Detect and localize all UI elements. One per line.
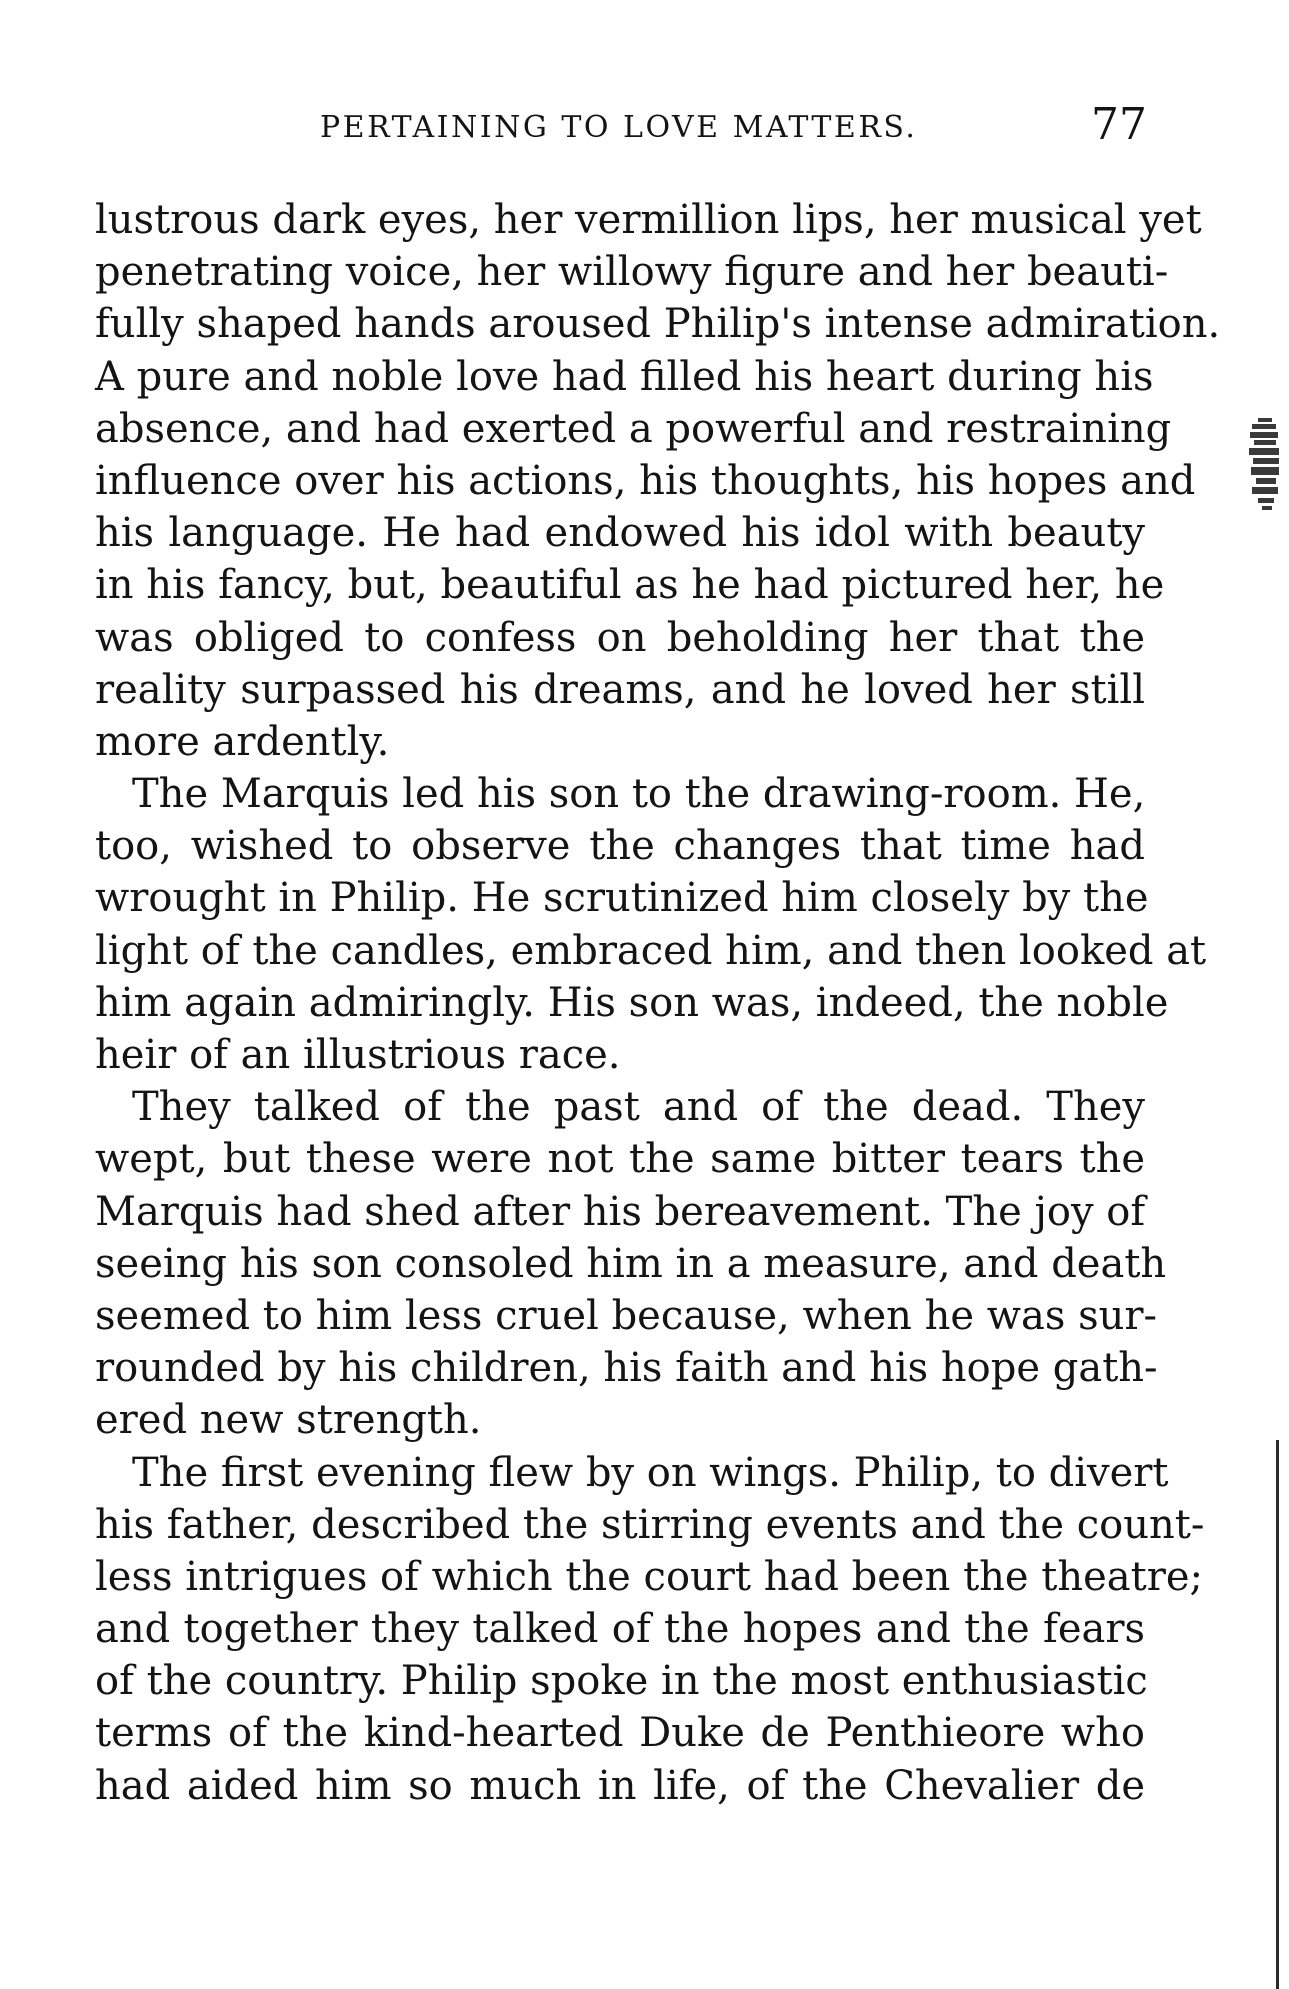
text-line: rounded by his children, his faith and his hope gath- — [95, 1345, 1158, 1392]
body-text — [95, 194, 1221, 1812]
paragraph-4 — [95, 1447, 1205, 1812]
text-line: They talked of the past and of the dead. They — [132, 1084, 1145, 1131]
text-line: absence, and had exerted a powerful and restraining — [95, 405, 1172, 452]
text-line: heir of an illustrious race. — [95, 1032, 621, 1078]
text-line: seeing his son consoled him in a measure, and death — [95, 1240, 1167, 1287]
text-line: too, wished to observe the changes that time had — [95, 823, 1145, 870]
paragraph-2 — [95, 768, 1207, 1081]
text-line: wept, but these were not the same bitter tears the — [95, 1136, 1145, 1183]
text-line: seemed to him less cruel because, when he was sur- — [95, 1292, 1158, 1339]
text-line: had aided him so much in life, of the Chevalier de — [95, 1762, 1145, 1809]
text-line: Marquis had shed after his bereavement. The joy of — [95, 1188, 1146, 1235]
page-edge-rule — [1276, 1440, 1279, 1989]
text-line: influence over his actions, his thoughts, his hopes and — [95, 457, 1196, 504]
text-line: in his fancy, but, beautiful as he had pictured her, he — [95, 562, 1165, 609]
text-line: light of the candles, embraced him, and then looked at — [95, 927, 1207, 974]
text-line: A pure and noble love had filled his heart during his — [95, 353, 1154, 400]
text-line: The first evening flew by on wings. Philip, to divert — [132, 1449, 1169, 1496]
margin-ink-smudge — [1248, 418, 1282, 518]
text-line: was obliged to confess on beholding her that the — [95, 614, 1145, 661]
text-line: terms of the kind-hearted Duke de Penthieore who — [95, 1710, 1145, 1757]
text-line: The Marquis led his son to the drawing-room. He, — [132, 771, 1146, 818]
text-line: penetrating voice, her willowy figure and her beauti- — [95, 249, 1169, 296]
text-line: of the country. Philip spoke in the most enthusiastic — [95, 1658, 1148, 1705]
text-line: his language. He had endowed his idol with beauty — [95, 510, 1145, 557]
text-line: fully shaped hands aroused Philip's intense admiration. — [95, 301, 1221, 348]
text-line: and together they talked of the hopes and the fears — [95, 1606, 1145, 1653]
text-line: him again admiringly. His son was, indeed, the noble — [95, 979, 1169, 1026]
running-head: PERTAINING TO LOVE MATTERS. — [320, 110, 918, 145]
text-line: wrought in Philip. He scrutinized him closely by the — [95, 875, 1149, 922]
page-header — [95, 100, 1147, 170]
text-line: his father, described the stirring events and the count- — [95, 1501, 1205, 1548]
text-line: lustrous dark eyes, her vermillion lips, her musical yet — [95, 197, 1202, 243]
text-line: reality surpassed his dreams, and he loved her still — [95, 666, 1145, 713]
text-line: less intrigues of which the court had been the theatre; — [95, 1553, 1203, 1600]
text-line: more ardently. — [95, 718, 390, 765]
paragraph-1 — [95, 194, 1221, 768]
page-number: 77 — [1091, 99, 1147, 150]
text-line: ered new strength. — [95, 1397, 482, 1444]
paragraph-3 — [95, 1081, 1167, 1446]
